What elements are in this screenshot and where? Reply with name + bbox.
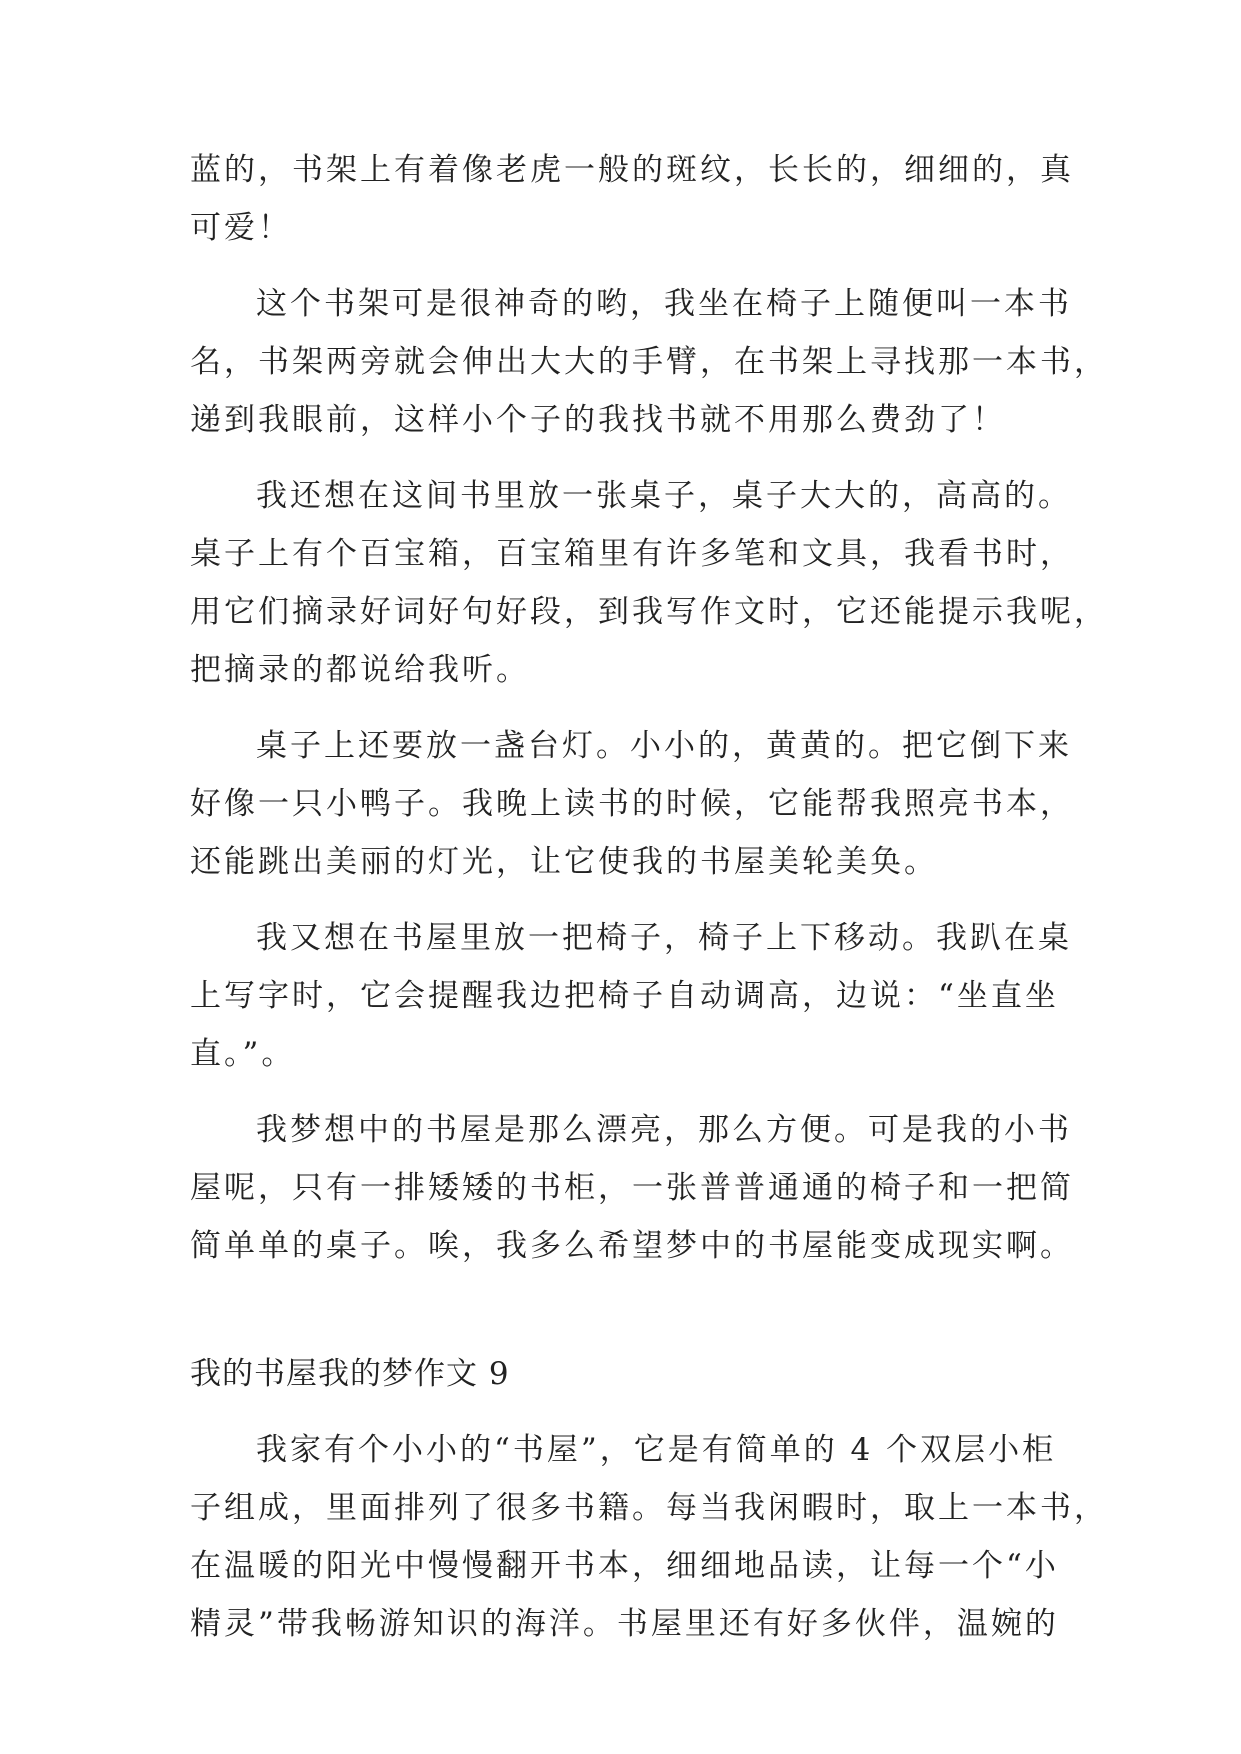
text-line: 在温暖的阳光中慢慢翻开书本，细细地品读，让每一个“小 [190,1548,1059,1584]
text-line: 精灵”带我畅游知识的海洋。书屋里还有好多伙伴，温婉的 [190,1606,1059,1642]
text-line: 直。”。 [190,1036,296,1072]
text-line: 好像一只小鸭子。我晚上读书的时候，它能帮我照亮书本， [190,786,1074,822]
text-line: 还能跳出美丽的灯光，让它使我的书屋美轮美奂。 [190,844,938,880]
text-line: 上写字时，它会提醒我边把椅子自动调高，边说：“坐直坐 [190,978,1059,1014]
text-line: 用它们摘录好词好句好段，到我写作文时，它还能提示我呢， [190,594,1108,630]
text-line: 把摘录的都说给我听。 [190,652,530,688]
text-line: 屋呢，只有一排矮矮的书柜，一张普普通通的椅子和一把简 [190,1170,1074,1206]
text-line: 蓝的，书架上有着像老虎一般的斑纹，长长的，细细的，真 [190,152,1074,188]
paragraph-start-line: 桌子上还要放一盏台灯。小小的，黄黄的。把它倒下来 [256,728,1072,764]
text-line: 递到我眼前，这样小个子的我找书就不用那么费劲了！ [190,402,1006,438]
text-line: 桌子上有个百宝箱，百宝箱里有许多笔和文具，我看书时， [190,536,1074,572]
paragraph-start-line: 我梦想中的书屋是那么漂亮，那么方便。可是我的小书 [256,1112,1072,1148]
text-line: 简单单的桌子。唉，我多么希望梦中的书屋能变成现实啊。 [190,1228,1074,1264]
text-line: 可爱！ [190,210,292,246]
paragraph-start-line: 我又想在书屋里放一把椅子，椅子上下移动。我趴在桌 [256,920,1072,956]
paragraph-start-line: 我家有个小小的“书屋”，它是有简单的 4 个双层小柜 [256,1432,1057,1468]
paragraph-start-line: 我还想在这间书里放一张桌子，桌子大大的，高高的。 [256,478,1072,514]
text-line: 名，书架两旁就会伸出大大的手臂，在书架上寻找那一本书， [190,344,1108,380]
paragraph-start-line: 这个书架可是很神奇的哟，我坐在椅子上随便叫一本书 [256,286,1072,322]
section-heading: 我的书屋我的梦作文 9 [190,1356,510,1392]
text-line: 子组成，里面排列了很多书籍。每当我闲暇时，取上一本书， [190,1490,1108,1526]
